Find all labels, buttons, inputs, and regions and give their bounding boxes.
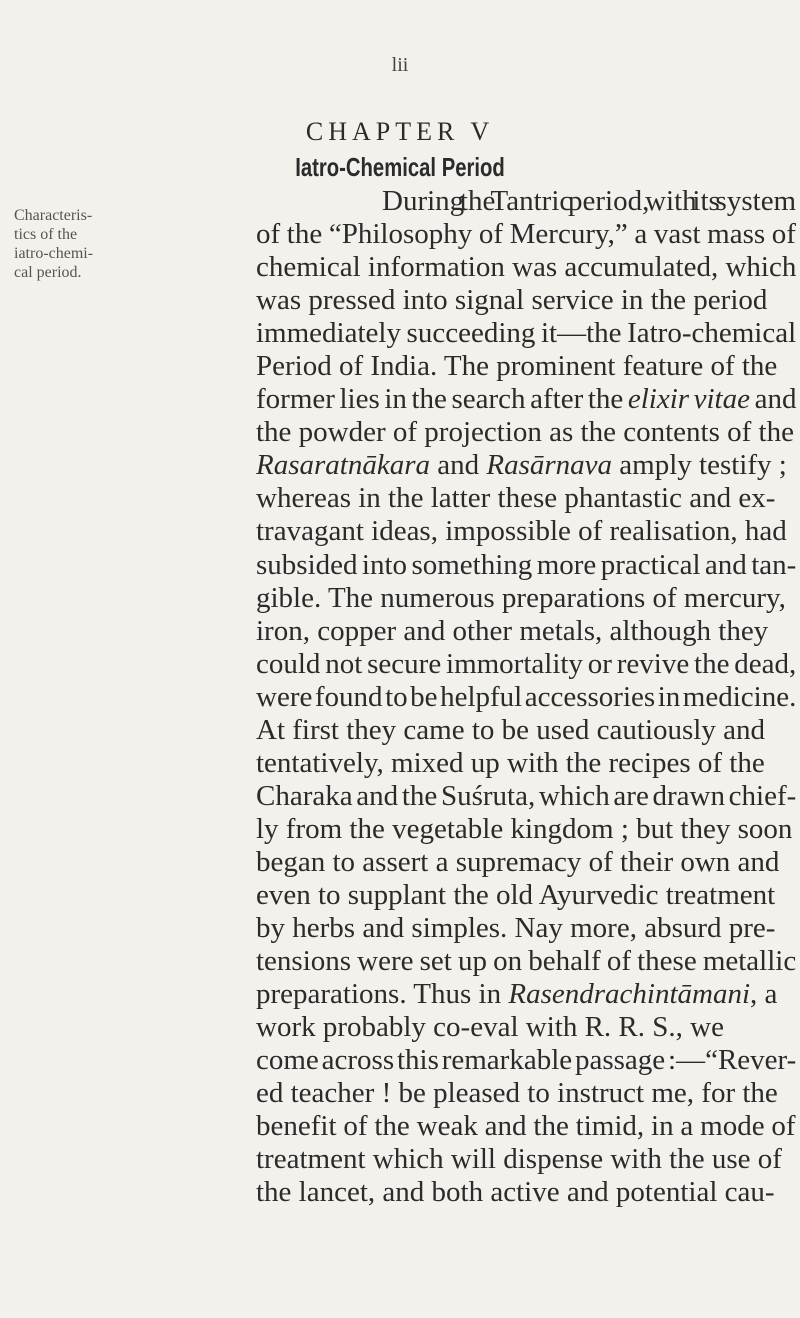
page-number: lii (391, 54, 409, 76)
text-line (256, 218, 796, 251)
text-run: tentatively, mixed up with the recipes of the (256, 746, 765, 779)
text-run: gible. The numerous preparations of mercury, (256, 581, 786, 614)
text-run: ed teacher ! be pleased to instruct me, for the (256, 1077, 778, 1110)
margin-note (14, 206, 130, 282)
text-run: Charaka and the Suśruta, which are drawn chief- (256, 779, 797, 812)
text-line (256, 1176, 796, 1209)
text-line (256, 945, 796, 978)
text-run: former lies in the search after the (256, 383, 628, 416)
text-run: the powder of projection as the contents of the (256, 416, 794, 449)
text-run: by herbs and simples. Nay more, absurd pre- (256, 912, 776, 945)
italic-title: Rasendrachintāmani (508, 978, 751, 1011)
text-run: was pressed into signal service in the period (256, 284, 768, 317)
text-run: At first they came to be used cautiously and (256, 713, 765, 746)
margin-note-line: cal period. (14, 264, 82, 281)
text-run: subsided into something more practical and tan- (256, 548, 797, 581)
margin-note-line: tics of the (14, 226, 78, 243)
text-line (256, 185, 796, 218)
chapter-heading: CHAPTER V (305, 117, 495, 146)
text-run: During the Tantric period, with its system (382, 185, 797, 217)
text-line (256, 1143, 796, 1176)
text-line (256, 549, 796, 582)
text-line (256, 648, 796, 681)
text-run: immediately succeeding it—the Iatro-chemical (256, 317, 797, 350)
text-line (256, 978, 796, 1011)
text-run: come across this remarkable passage :—“Rever- (256, 1044, 797, 1077)
text-run: benefit of the weak and the timid, in a mode of (256, 1110, 796, 1143)
text-line (256, 1077, 796, 1110)
italic-title: Rasaratnākara (256, 449, 430, 482)
chapter-title: Iatro-Chemical Period (295, 152, 505, 182)
italic-title: Rasārnava (486, 449, 613, 482)
text-line (256, 383, 796, 416)
text-run: and (430, 449, 487, 482)
text-run: work probably co-eval with R. R. S., we (256, 1011, 724, 1044)
text-line (256, 780, 796, 813)
margin-note-line: Characteris- (14, 207, 93, 224)
text-line (256, 582, 796, 615)
text-run: iron, copper and other metals, although they (256, 614, 769, 647)
text-line (256, 449, 796, 482)
text-run: ly from the vegetable kingdom ; but they soon (256, 812, 793, 845)
body-paragraph (256, 185, 796, 1209)
text-line (256, 879, 796, 912)
text-line (256, 714, 796, 747)
text-run: even to supplant the old Ayurvedic treatment (256, 878, 776, 911)
italic-title: elixir vitae (627, 383, 750, 416)
text-line (256, 416, 796, 449)
text-line (256, 846, 796, 879)
text-run: could not secure immortality or revive the dead, (256, 647, 797, 680)
text-run: travagant ideas, impossible of realisation, had (256, 515, 787, 548)
text-line (256, 515, 796, 548)
text-line (256, 1110, 796, 1143)
text-line (256, 251, 796, 284)
text-run: the lancet, and both active and potential cau- (256, 1176, 775, 1209)
text-run: chemical information was accumulated, which (256, 251, 797, 284)
text-run: began to assert a supremacy of their own and (256, 845, 780, 878)
text-line (256, 284, 796, 317)
text-run: treatment which will dispense with the use of (256, 1143, 782, 1176)
text-line (256, 813, 796, 846)
text-run: Period of India. The prominent feature of the (256, 350, 778, 383)
text-run: tensions were set up on behalf of these metallic (256, 945, 797, 978)
text-run: were found to be helpful accessories in medicine. (256, 680, 797, 713)
text-line (256, 912, 796, 945)
text-line (256, 1044, 796, 1077)
text-run: amply testify ; (612, 449, 787, 482)
text-line (256, 747, 796, 780)
text-line (256, 1011, 796, 1044)
margin-note-line: iatro-chemi- (14, 245, 94, 262)
text-run: , a (750, 978, 778, 1011)
text-line (256, 482, 796, 515)
text-line (256, 350, 796, 383)
text-line (256, 317, 796, 350)
text-line (256, 681, 796, 714)
text-run: of the “Philosophy of Mercury,” a vast mass of (256, 218, 796, 251)
text-line (256, 615, 796, 648)
text-run: and (750, 383, 797, 416)
text-run: preparations. Thus in (256, 978, 509, 1011)
text-run: whereas in the latter these phantastic and ex- (256, 482, 776, 515)
